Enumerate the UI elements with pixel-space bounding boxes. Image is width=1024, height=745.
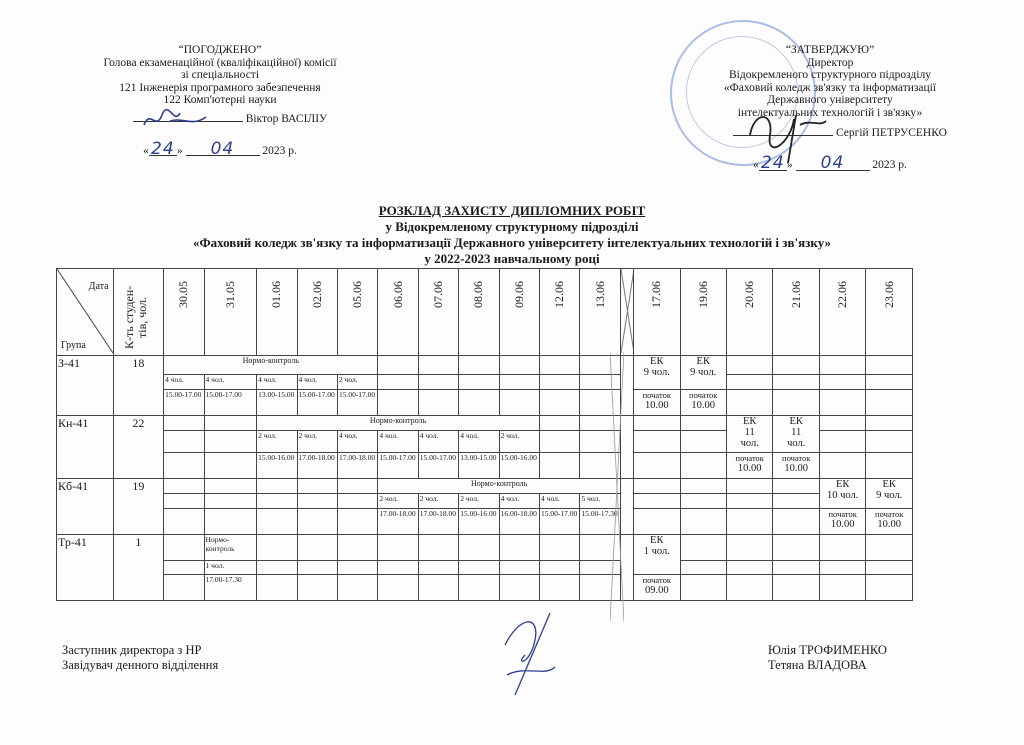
time-cell: 15.00-16.00 [257, 453, 297, 479]
date-day: 24 [759, 157, 787, 171]
footer-signer: Юлія ТРОФИМЕНКО [768, 643, 887, 657]
time-cell: 17.00-18.00 [297, 453, 337, 479]
date-header: 13.06 [580, 269, 620, 356]
people-cell: 4 чол. [337, 431, 377, 453]
student-count: 22 [113, 416, 164, 479]
date-year: 2023 р. [262, 144, 297, 157]
time-cell: 15.00-17.00 [297, 390, 337, 416]
date-month: 04 [796, 157, 870, 171]
start-time-cell: початок 09.00 [634, 575, 680, 601]
people-cell: 4 чол. [204, 375, 257, 390]
date-header: 09.06 [499, 269, 539, 356]
table-row [57, 453, 913, 479]
exam-commission-cell: ЕК 1 чол. [634, 535, 680, 575]
start-time-cell: початок 10.00 [773, 453, 819, 479]
people-cell: 2 чол. [418, 494, 458, 509]
approval-date: « 24 » 04 2023 р. [753, 153, 907, 173]
approval-block-left [60, 44, 380, 157]
document-subtitle: «Фаховий коледж зв'язку та інформатизації Державного університету інтелектуальних технологій і зв'язку» [192, 235, 832, 250]
people-cell: 4 чол. [164, 375, 204, 390]
start-time-cell: початок 10.00 [866, 509, 913, 535]
date-header: 02.06 [297, 269, 337, 356]
approval-line: зі спеціальності [180, 69, 260, 81]
date-header: 21.06 [773, 269, 819, 356]
corner-label-group: Група [61, 340, 86, 351]
date-header: 31.05 [204, 269, 257, 356]
date-header: 01.06 [257, 269, 297, 356]
time-cell: 17.00-18.00 [378, 509, 418, 535]
group-name: З-41 [57, 356, 114, 416]
group-name: Кб-41 [57, 479, 114, 535]
signature-image [140, 107, 210, 133]
time-cell: 15.00-17.00 [204, 390, 257, 416]
time-cell: 15.00-16.00 [459, 509, 499, 535]
approval-date: « 24 » 04 2023 р. [143, 138, 297, 159]
people-cell: 2 чол. [378, 494, 418, 509]
footer-left [62, 643, 218, 673]
date-day: 24 [149, 143, 177, 157]
student-count: 18 [113, 356, 164, 416]
approval-line: «Фаховий коледж зв'язку та інформатизації [723, 81, 937, 94]
approval-line: 122 Комп'ютерні науки [163, 94, 277, 106]
people-cell: 2 чол. [459, 494, 499, 509]
table-row [57, 479, 913, 494]
group-name: Тр-41 [57, 535, 114, 601]
time-cell: 13.00-15.00 [257, 390, 297, 416]
norm-control-cell: Нормо-контроль [164, 356, 378, 375]
exam-commission-cell: ЕК 9 чол. [634, 356, 680, 390]
start-time-cell: початок 10.00 [819, 509, 865, 535]
norm-control-cell: Нормо-контроль [204, 535, 257, 561]
date-header: 20.06 [726, 269, 772, 356]
table-row [57, 509, 913, 535]
time-cell: 17.00-17.30 [204, 575, 257, 601]
time-cell: 15.00-17.00 [337, 390, 377, 416]
start-time-cell: початок 10.00 [634, 390, 680, 416]
footer-signer: Тетяна ВЛАДОВА [768, 658, 867, 672]
date-header: 17.06 [634, 269, 680, 356]
time-cell: 15.00-16.00 [499, 453, 539, 479]
time-cell: 16.00-18.00 [499, 509, 539, 535]
cross-mark [621, 269, 634, 353]
norm-control-cell: Нормо-контроль [257, 416, 540, 431]
people-cell: 5 чол. [580, 494, 620, 509]
document-subtitle: у Відокремленому структурному підрозділі [385, 219, 639, 234]
table-row [57, 390, 913, 416]
date-header: 05.06 [337, 269, 377, 356]
start-time-cell: початок 10.00 [726, 453, 772, 479]
student-count: 1 [113, 535, 164, 601]
document-subtitle: у 2022-2023 навчальному році [424, 251, 600, 266]
table-row [57, 535, 913, 561]
date-header: 23.06 [866, 269, 913, 356]
crossed-column [620, 269, 633, 356]
date-header: 06.06 [378, 269, 418, 356]
people-cell: 2 чол. [337, 375, 377, 390]
date-header: 12.06 [540, 269, 580, 356]
time-cell: 17.00-18.00 [418, 509, 458, 535]
signer-name: Віктор ВАСІЛІУ [245, 112, 328, 125]
signer-name: Сергій ПЕТРУСЕНКО [835, 127, 947, 139]
signature-image [495, 605, 565, 700]
people-cell: 1 чол. [204, 561, 257, 575]
time-cell: 15.00-17.00 [164, 390, 204, 416]
count-header-cell: К-ть студен-тів, чол. [113, 269, 164, 356]
people-cell: 4 чол. [257, 375, 297, 390]
table-row [57, 575, 913, 601]
exam-commission-cell: ЕК 11 чол. [726, 416, 772, 453]
exam-commission-cell: ЕК 9 чол. [866, 479, 913, 509]
date-header: 22.06 [819, 269, 865, 356]
table-header-row [57, 269, 913, 356]
approval-line: 121 Інженерія програмного забезпечення [119, 81, 321, 94]
time-cell: 13.00-15.00 [459, 453, 499, 479]
people-cell: 4 чол. [459, 431, 499, 453]
people-cell: 4 чол. [297, 375, 337, 390]
people-cell: 2 чол. [297, 431, 337, 453]
date-header: 30.05 [164, 269, 204, 356]
approval-line: інтелектуальних технологій і зв'язку» [737, 106, 923, 119]
exam-commission-cell: ЕК 11 чол. [773, 416, 819, 453]
approval-block-right [690, 44, 970, 172]
corner-label-date: Дата [88, 281, 109, 292]
people-cell: 2 чол. [499, 431, 539, 453]
footer-right [768, 643, 887, 673]
date-header: 19.06 [680, 269, 726, 356]
corner-header-cell [57, 269, 114, 356]
table-row [57, 561, 913, 575]
approval-heading: “ПОГОДЖЕНО” [178, 44, 262, 56]
approval-line: Державного університету [767, 94, 893, 106]
approval-line: Директор [806, 56, 854, 69]
approval-line: Відокремленого структурного підрозділу [729, 69, 931, 81]
time-cell: 15.00-17.00 [540, 509, 580, 535]
crossed-column-lines [610, 352, 624, 622]
approval-heading: “ЗАТВЕРДЖУЮ” [785, 44, 875, 56]
signature-image [740, 105, 830, 165]
table-row [57, 356, 913, 375]
footer-position: Заступник директора з НР [62, 643, 202, 657]
start-time-cell: початок 10.00 [680, 390, 726, 416]
table-row [57, 416, 913, 431]
people-cell: 4 чол. [540, 494, 580, 509]
time-cell: 15.00-17.00 [418, 453, 458, 479]
table-row [57, 375, 913, 390]
document-title: РОЗКЛАД ЗАХИСТУ ДИПЛОМНИХ РОБІТ [378, 203, 646, 218]
people-cell: 4 чол. [499, 494, 539, 509]
group-name: Кн-41 [57, 416, 114, 479]
people-cell: 2 чол. [257, 431, 297, 453]
student-count: 19 [113, 479, 164, 535]
defense-schedule-table [56, 268, 913, 601]
date-month: 04 [186, 143, 260, 157]
people-cell: 4 чол. [418, 431, 458, 453]
table-row [57, 494, 913, 509]
footer-position: Завідувач денного відділення [62, 658, 219, 672]
date-header: 07.06 [418, 269, 458, 356]
approval-line: Голова екзаменаційної (кваліфікаційної) комісії [103, 56, 337, 69]
signature-line [690, 127, 970, 149]
date-year: 2023 р. [872, 159, 907, 171]
signature-line [60, 113, 380, 135]
time-cell: 15.00-17.00 [378, 453, 418, 479]
time-cell: 17.00-18.00 [337, 453, 377, 479]
time-cell: 15.00-17.30 [580, 509, 620, 535]
exam-commission-cell: ЕК 9 чол. [680, 356, 726, 390]
exam-commission-cell: ЕК 10 чол. [819, 479, 865, 509]
date-header: 08.06 [459, 269, 499, 356]
people-cell: 4 чол. [378, 431, 418, 453]
norm-control-cell: Нормо-контроль [378, 479, 621, 494]
